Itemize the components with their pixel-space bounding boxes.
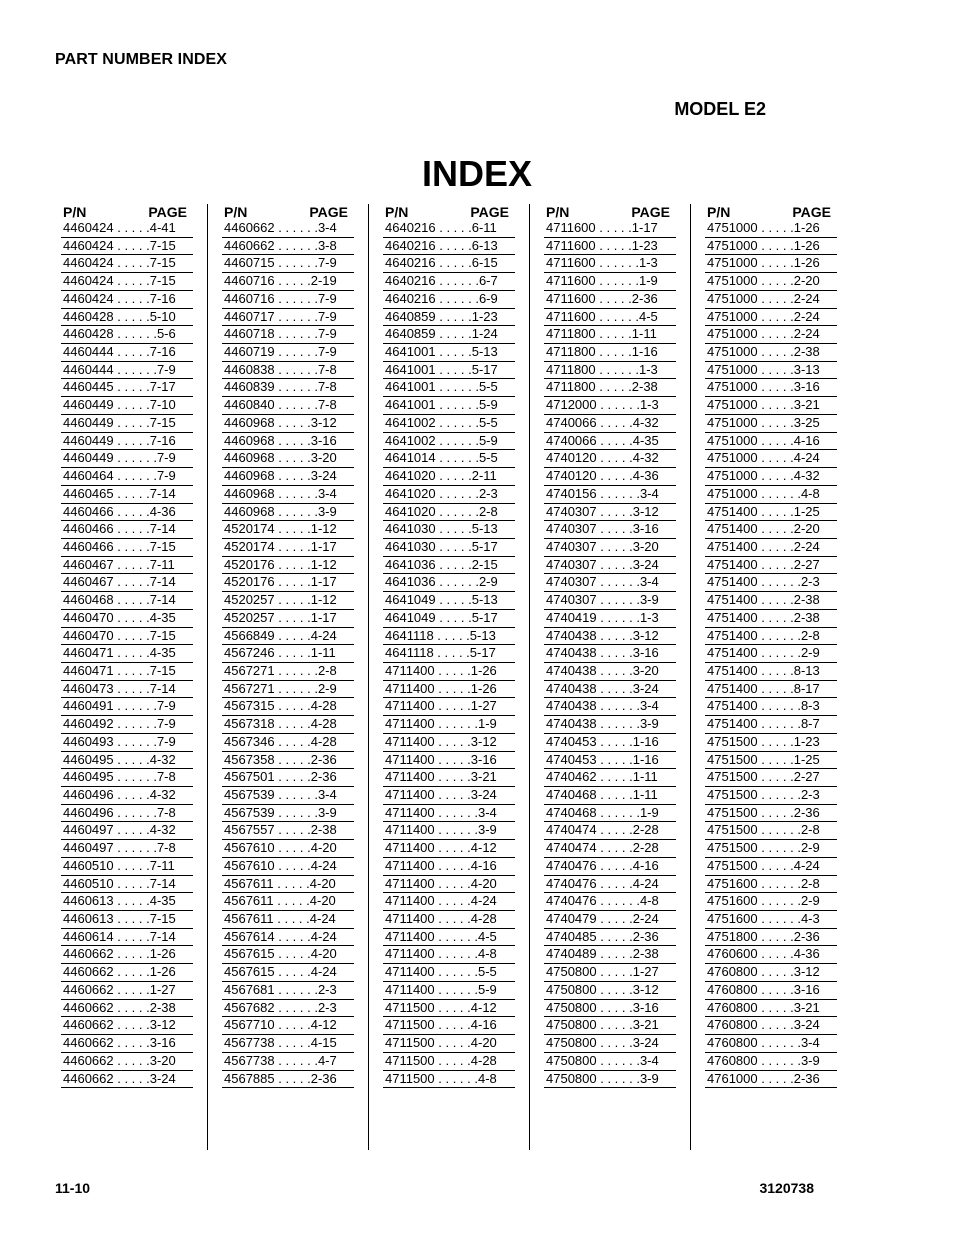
index-entry: 4460968 . . . . .3-12 (222, 415, 354, 433)
index-entry: 4460467 . . . . .7-11 (61, 557, 193, 575)
index-entry: 4740438 . . . . .3-20 (544, 663, 676, 681)
index-entry: 4712000 . . . . . .1-3 (544, 397, 676, 415)
section-title: PART NUMBER INDEX (55, 51, 228, 68)
index-entry: 4640216 . . . . . .6-7 (383, 273, 515, 291)
index-entry: 4711400 . . . . . .4-8 (383, 946, 515, 964)
index-entry: 4751000 . . . . .4-32 (705, 468, 837, 486)
index-entry: 4460424 . . . . .7-16 (61, 291, 193, 309)
index-entry: 4460840 . . . . . .7-8 (222, 397, 354, 415)
index-column-1 (61, 204, 193, 1088)
index-entry: 4567682 . . . . . .2-3 (222, 1000, 354, 1018)
index-entry: 4460968 . . . . . .3-9 (222, 504, 354, 522)
index-title: INDEX (421, 153, 533, 194)
index-entry: 4750800 . . . . . .3-9 (544, 1071, 676, 1089)
index-entry: 4460662 . . . . .1-26 (61, 964, 193, 982)
index-entry: 4460467 . . . . .7-14 (61, 574, 193, 592)
index-entry: 4740307 . . . . .3-12 (544, 504, 676, 522)
index-entry: 4740474 . . . . .2-28 (544, 840, 676, 858)
index-entry: 4751600 . . . . . .2-9 (705, 893, 837, 911)
index-entry: 4740438 . . . . . .3-9 (544, 716, 676, 734)
index-entry: 4641002 . . . . . .5-9 (383, 433, 515, 451)
index-entry: 4460470 . . . . .7-15 (61, 628, 193, 646)
index-entry: 4711400 . . . . .4-28 (383, 911, 515, 929)
page-header: PAGE (792, 204, 831, 220)
index-entry: 4460716 . . . . . .7-9 (222, 291, 354, 309)
index-entry: 4460510 . . . . .7-11 (61, 858, 193, 876)
index-entry: 4567615 . . . . .4-24 (222, 964, 354, 982)
index-entry: 4740307 . . . . . .3-9 (544, 592, 676, 610)
index-entry: 4640216 . . . . . .6-9 (383, 291, 515, 309)
index-entry: 4567557 . . . . .2-38 (222, 822, 354, 840)
index-entry: 4751500 . . . . .1-25 (705, 752, 837, 770)
index-column-3 (383, 204, 515, 1088)
index-entry: 4740438 . . . . . .3-4 (544, 698, 676, 716)
index-entry: 4567710 . . . . .4-12 (222, 1017, 354, 1035)
index-entry: 4460449 . . . . . .7-9 (61, 450, 193, 468)
pn-header: P/N (224, 204, 248, 220)
index-entry: 4751000 . . . . .3-13 (705, 362, 837, 380)
index-entry: 4751500 . . . . .1-23 (705, 734, 837, 752)
index-entry: 4751000 . . . . .1-26 (705, 238, 837, 256)
index-entry: 4460495 . . . . . .7-8 (61, 769, 193, 787)
index-entry: 4460424 . . . . .7-15 (61, 273, 193, 291)
index-entry: 4740307 . . . . .3-24 (544, 557, 676, 575)
index-entry: 4460466 . . . . .7-15 (61, 539, 193, 557)
index-entry: 4640216 . . . . .6-11 (383, 220, 515, 238)
index-entry: 4641036 . . . . .2-15 (383, 557, 515, 575)
index-entry: 4460968 . . . . .3-20 (222, 450, 354, 468)
index-entry: 4740489 . . . . .2-38 (544, 946, 676, 964)
index-entry: 4460497 . . . . . .7-8 (61, 840, 193, 858)
pn-header: P/N (707, 204, 731, 220)
index-entry: 4750800 . . . . . .3-4 (544, 1053, 676, 1071)
index-entry: 4751800 . . . . .2-36 (705, 929, 837, 947)
index-entry: 4641030 . . . . .5-13 (383, 521, 515, 539)
index-entry: 4460449 . . . . .7-10 (61, 397, 193, 415)
index-entry: 4460495 . . . . .4-32 (61, 752, 193, 770)
column-separator (368, 204, 369, 1150)
index-entry: 4460492 . . . . . .7-9 (61, 716, 193, 734)
column-header (544, 204, 676, 220)
index-entry: 4740156 . . . . . .3-4 (544, 486, 676, 504)
index-entry: 4740462 . . . . .1-11 (544, 769, 676, 787)
index-entry: 4640859 . . . . .1-24 (383, 326, 515, 344)
index-entry: 4641049 . . . . .5-17 (383, 610, 515, 628)
index-entry: 4751400 . . . . . .8-7 (705, 716, 837, 734)
index-entry: 4711600 . . . . . .1-9 (544, 273, 676, 291)
index-entry: 4751000 . . . . . .4-8 (705, 486, 837, 504)
index-entry: 4750800 . . . . .3-24 (544, 1035, 676, 1053)
index-entry: 4460662 . . . . .1-27 (61, 982, 193, 1000)
index-entry: 4751000 . . . . .4-24 (705, 450, 837, 468)
index-entry: 4460465 . . . . .7-14 (61, 486, 193, 504)
index-entry: 4460473 . . . . .7-14 (61, 681, 193, 699)
index-entry: 4751000 . . . . .1-26 (705, 255, 837, 273)
index-entry: 4751400 . . . . . .2-8 (705, 628, 837, 646)
index-entry: 4711400 . . . . .3-21 (383, 769, 515, 787)
index-entry: 4740066 . . . . .4-35 (544, 433, 676, 451)
index-entry: 4751500 . . . . .4-24 (705, 858, 837, 876)
index-entry: 4711400 . . . . .4-16 (383, 858, 515, 876)
index-entry: 4520257 . . . . .1-17 (222, 610, 354, 628)
index-entry: 4740468 . . . . . .1-9 (544, 805, 676, 823)
column-header (705, 204, 837, 220)
index-entry: 4460444 . . . . . .7-9 (61, 362, 193, 380)
index-entry: 4740453 . . . . .1-16 (544, 752, 676, 770)
index-entry: 4460662 . . . . .3-12 (61, 1017, 193, 1035)
index-entry: 4641030 . . . . .5-17 (383, 539, 515, 557)
index-entry: 4460968 . . . . . .3-4 (222, 486, 354, 504)
index-entry: 4460718 . . . . . .7-9 (222, 326, 354, 344)
index-entry: 4460493 . . . . . .7-9 (61, 734, 193, 752)
index-entry: 4567614 . . . . .4-24 (222, 929, 354, 947)
index-entry: 4711400 . . . . .3-16 (383, 752, 515, 770)
index-entry: 4460466 . . . . .4-36 (61, 504, 193, 522)
index-entry: 4460428 . . . . . .5-6 (61, 326, 193, 344)
index-entry: 4520174 . . . . .1-12 (222, 521, 354, 539)
index-entry: 4567738 . . . . .4-15 (222, 1035, 354, 1053)
index-entry: 4740476 . . . . .4-16 (544, 858, 676, 876)
index-entry: 4640216 . . . . .6-15 (383, 255, 515, 273)
index-column-5 (705, 204, 837, 1088)
index-entry: 4740419 . . . . . .1-3 (544, 610, 676, 628)
pn-header: P/N (63, 204, 87, 220)
index-entry: 4567611 . . . . .4-24 (222, 911, 354, 929)
column-header (61, 204, 193, 220)
index-entry: 4460719 . . . . . .7-9 (222, 344, 354, 362)
index-entry: 4520176 . . . . .1-17 (222, 574, 354, 592)
index-entry: 4751500 . . . . .2-27 (705, 769, 837, 787)
index-entry: 4751000 . . . . .1-26 (705, 220, 837, 238)
index-entry: 4711400 . . . . . .5-9 (383, 982, 515, 1000)
index-entry: 4751000 . . . . .3-25 (705, 415, 837, 433)
index-entry: 4641020 . . . . . .2-8 (383, 504, 515, 522)
index-entry: 4711500 . . . . .4-16 (383, 1017, 515, 1035)
index-entry: 4460424 . . . . .7-15 (61, 255, 193, 273)
index-entry: 4740474 . . . . .2-28 (544, 822, 676, 840)
index-entry: 4460424 . . . . .7-15 (61, 238, 193, 256)
index-entry: 4460662 . . . . .2-38 (61, 1000, 193, 1018)
index-entry: 4740307 . . . . . .3-4 (544, 574, 676, 592)
column-header (222, 204, 354, 220)
index-entry: 4751400 . . . . .8-13 (705, 663, 837, 681)
index-entry: 4740438 . . . . .3-12 (544, 628, 676, 646)
index-entry: 4460424 . . . . .4-41 (61, 220, 193, 238)
index-entry: 4711500 . . . . . .4-8 (383, 1071, 515, 1089)
index-entry: 4641002 . . . . . .5-5 (383, 415, 515, 433)
index-entry: 4740438 . . . . .3-24 (544, 681, 676, 699)
index-entry: 4460428 . . . . .5-10 (61, 309, 193, 327)
index-entry: 4460510 . . . . .7-14 (61, 876, 193, 894)
column-separator (529, 204, 530, 1150)
index-entry: 4567318 . . . . .4-28 (222, 716, 354, 734)
index-entry: 4751400 . . . . .2-24 (705, 539, 837, 557)
index-entry: 4460613 . . . . .4-35 (61, 893, 193, 911)
index-entry: 4711800 . . . . .1-16 (544, 344, 676, 362)
index-entry: 4641036 . . . . . .2-9 (383, 574, 515, 592)
index-entry: 4641118 . . . . .5-13 (383, 628, 515, 646)
index-entry: 4751400 . . . . .2-20 (705, 521, 837, 539)
index-entry: 4751000 . . . . .2-24 (705, 291, 837, 309)
index-entry: 4751400 . . . . .2-38 (705, 592, 837, 610)
index-entry: 4751000 . . . . .4-16 (705, 433, 837, 451)
index-entry: 4740438 . . . . .3-16 (544, 645, 676, 663)
index-entry: 4740479 . . . . .2-24 (544, 911, 676, 929)
pn-header: P/N (546, 204, 570, 220)
index-entry: 4751400 . . . . . .2-3 (705, 574, 837, 592)
index-entry: 4740485 . . . . .2-36 (544, 929, 676, 947)
index-entry: 4460662 . . . . .3-20 (61, 1053, 193, 1071)
index-entry: 4751000 . . . . .2-38 (705, 344, 837, 362)
page-header: PAGE (309, 204, 348, 220)
index-entry: 4641001 . . . . .5-13 (383, 344, 515, 362)
index-entry: 4460838 . . . . . .7-8 (222, 362, 354, 380)
index-entry: 4751000 . . . . .2-20 (705, 273, 837, 291)
index-entry: 4711400 . . . . .3-12 (383, 734, 515, 752)
index-entry: 4751000 . . . . .3-21 (705, 397, 837, 415)
index-entry: 4567358 . . . . .2-36 (222, 752, 354, 770)
index-entry: 4641020 . . . . .2-11 (383, 468, 515, 486)
index-entry: 4567610 . . . . .4-24 (222, 858, 354, 876)
index-entry: 4750800 . . . . .3-16 (544, 1000, 676, 1018)
index-entry: 4711400 . . . . .4-12 (383, 840, 515, 858)
index-entry: 4711400 . . . . . .5-5 (383, 964, 515, 982)
index-entry: 4751000 . . . . .3-16 (705, 379, 837, 397)
index-entry: 4751400 . . . . . .8-3 (705, 698, 837, 716)
index-entry: 4567501 . . . . .2-36 (222, 769, 354, 787)
index-entry: 4460491 . . . . . .7-9 (61, 698, 193, 716)
index-entry: 4460464 . . . . . .7-9 (61, 468, 193, 486)
index-entry: 4740468 . . . . .1-11 (544, 787, 676, 805)
index-entry: 4460662 . . . . . .3-8 (222, 238, 354, 256)
index-entry: 4711400 . . . . .1-26 (383, 681, 515, 699)
index-column-4 (544, 204, 676, 1088)
index-entry: 4751500 . . . . .2-36 (705, 805, 837, 823)
index-entry: 4711600 . . . . .1-17 (544, 220, 676, 238)
index-entry: 4761000 . . . . .2-36 (705, 1071, 837, 1089)
index-entry: 4460662 . . . . .1-26 (61, 946, 193, 964)
index-entry: 4751500 . . . . . .2-3 (705, 787, 837, 805)
index-entry: 4740476 . . . . .4-24 (544, 876, 676, 894)
index-entry: 4750800 . . . . .3-21 (544, 1017, 676, 1035)
index-entry: 4460715 . . . . . .7-9 (222, 255, 354, 273)
column-separator (690, 204, 691, 1150)
index-entry: 4760800 . . . . . .3-9 (705, 1053, 837, 1071)
index-entry: 4751400 . . . . . .2-9 (705, 645, 837, 663)
index-entry: 4751400 . . . . .8-17 (705, 681, 837, 699)
index-entry: 4760800 . . . . . .3-4 (705, 1035, 837, 1053)
column-separator (207, 204, 208, 1150)
index-entry: 4740120 . . . . .4-36 (544, 468, 676, 486)
index-entry: 4460717 . . . . . .7-9 (222, 309, 354, 327)
index-entry: 4740120 . . . . .4-32 (544, 450, 676, 468)
page-header: PAGE (148, 204, 187, 220)
page-number: 11-10 (55, 1180, 91, 1196)
model-label: MODEL E2 (674, 99, 766, 119)
index-entry: 4711400 . . . . .4-24 (383, 893, 515, 911)
index-entry: 4711600 . . . . . .4-5 (544, 309, 676, 327)
index-entry: 4750800 . . . . .3-12 (544, 982, 676, 1000)
index-entry: 4760800 . . . . .3-16 (705, 982, 837, 1000)
index-entry: 4640859 . . . . .1-23 (383, 309, 515, 327)
index-entry: 4460613 . . . . .7-15 (61, 911, 193, 929)
index-entry: 4567681 . . . . . .2-3 (222, 982, 354, 1000)
index-entry: 4711400 . . . . . .3-4 (383, 805, 515, 823)
index-entry: 4760800 . . . . .3-12 (705, 964, 837, 982)
index-entry: 4567885 . . . . .2-36 (222, 1071, 354, 1089)
index-entry: 4460466 . . . . .7-14 (61, 521, 193, 539)
index-entry: 4740066 . . . . .4-32 (544, 415, 676, 433)
index-entry: 4460839 . . . . . .7-8 (222, 379, 354, 397)
index-entry: 4567611 . . . . .4-20 (222, 876, 354, 894)
index-entry: 4751000 . . . . .2-24 (705, 309, 837, 327)
index-entry: 4641118 . . . . .5-17 (383, 645, 515, 663)
index-entry: 4711800 . . . . .1-11 (544, 326, 676, 344)
index-entry: 4460968 . . . . .3-24 (222, 468, 354, 486)
index-entry: 4641049 . . . . .5-13 (383, 592, 515, 610)
index-entry: 4460496 . . . . . .7-8 (61, 805, 193, 823)
index-entry: 4711600 . . . . .2-36 (544, 291, 676, 309)
index-entry: 4751600 . . . . . .2-8 (705, 876, 837, 894)
index-entry: 4641014 . . . . . .5-5 (383, 450, 515, 468)
index-entry: 4641001 . . . . . .5-9 (383, 397, 515, 415)
index-entry: 4711600 . . . . .1-23 (544, 238, 676, 256)
index-entry: 4740476 . . . . . .4-8 (544, 893, 676, 911)
index-entry: 4740307 . . . . .3-20 (544, 539, 676, 557)
index-entry: 4460662 . . . . .3-24 (61, 1071, 193, 1089)
index-entry: 4566849 . . . . .4-24 (222, 628, 354, 646)
index-entry: 4460614 . . . . .7-14 (61, 929, 193, 947)
index-entry: 4460968 . . . . .3-16 (222, 433, 354, 451)
index-entry: 4751400 . . . . .2-27 (705, 557, 837, 575)
page-header: PAGE (631, 204, 670, 220)
index-entry: 4711400 . . . . . .3-9 (383, 822, 515, 840)
index-entry: 4520174 . . . . .1-17 (222, 539, 354, 557)
index-entry: 4760800 . . . . .3-24 (705, 1017, 837, 1035)
index-entry: 4740307 . . . . .3-16 (544, 521, 676, 539)
document-number: 3120738 (759, 1180, 814, 1196)
index-entry: 4567271 . . . . . .2-8 (222, 663, 354, 681)
index-entry: 4460497 . . . . .4-32 (61, 822, 193, 840)
index-entry: 4520257 . . . . .1-12 (222, 592, 354, 610)
column-header (383, 204, 515, 220)
index-entry: 4567611 . . . . .4-20 (222, 893, 354, 911)
index-entry: 4641001 . . . . .5-17 (383, 362, 515, 380)
index-entry: 4711600 . . . . . .1-3 (544, 255, 676, 273)
index-entry: 4460662 . . . . .3-16 (61, 1035, 193, 1053)
index-entry: 4460449 . . . . .7-15 (61, 415, 193, 433)
index-entry: 4567615 . . . . .4-20 (222, 946, 354, 964)
index-entry: 4567539 . . . . . .3-9 (222, 805, 354, 823)
index-entry: 4760800 . . . . .3-21 (705, 1000, 837, 1018)
index-entry: 4567346 . . . . .4-28 (222, 734, 354, 752)
index-entry: 4750800 . . . . .1-27 (544, 964, 676, 982)
index-entry: 4711400 . . . . . .1-9 (383, 716, 515, 734)
index-entry: 4460468 . . . . .7-14 (61, 592, 193, 610)
index-entry: 4740453 . . . . .1-16 (544, 734, 676, 752)
index-entry: 4460470 . . . . .4-35 (61, 610, 193, 628)
index-entry: 4711400 . . . . .1-26 (383, 663, 515, 681)
index-entry: 4641020 . . . . . .2-3 (383, 486, 515, 504)
index-entry: 4567315 . . . . .4-28 (222, 698, 354, 716)
index-entry: 4711400 . . . . .1-27 (383, 698, 515, 716)
index-entry: 4711400 . . . . . .4-5 (383, 929, 515, 947)
index-column-2 (222, 204, 354, 1088)
index-entry: 4751400 . . . . .2-38 (705, 610, 837, 628)
index-entry: 4711500 . . . . .4-12 (383, 1000, 515, 1018)
index-entry: 4640216 . . . . .6-13 (383, 238, 515, 256)
index-entry: 4751600 . . . . . .4-3 (705, 911, 837, 929)
index-entry: 4711800 . . . . .2-38 (544, 379, 676, 397)
index-entry: 4460716 . . . . .2-19 (222, 273, 354, 291)
index-entry: 4751500 . . . . . .2-9 (705, 840, 837, 858)
index-entry: 4460471 . . . . .7-15 (61, 663, 193, 681)
pn-header: P/N (385, 204, 409, 220)
index-entry: 4567271 . . . . . .2-9 (222, 681, 354, 699)
index-entry: 4751500 . . . . . .2-8 (705, 822, 837, 840)
index-entry: 4751400 . . . . .1-25 (705, 504, 837, 522)
index-entry: 4460496 . . . . .4-32 (61, 787, 193, 805)
index-entry: 4567738 . . . . . .4-7 (222, 1053, 354, 1071)
index-entry: 4751000 . . . . .2-24 (705, 326, 837, 344)
index-entry: 4711500 . . . . .4-28 (383, 1053, 515, 1071)
index-entry: 4711400 . . . . .3-24 (383, 787, 515, 805)
index-entry: 4567610 . . . . .4-20 (222, 840, 354, 858)
index-entry: 4760600 . . . . .4-36 (705, 946, 837, 964)
index-entry: 4460444 . . . . .7-16 (61, 344, 193, 362)
page-header: PAGE (470, 204, 509, 220)
index-entry: 4567246 . . . . .1-11 (222, 645, 354, 663)
index-entry: 4641001 . . . . . .5-5 (383, 379, 515, 397)
index-entry: 4460445 . . . . .7-17 (61, 379, 193, 397)
index-entry: 4520176 . . . . .1-12 (222, 557, 354, 575)
index-entry: 4460449 . . . . .7-16 (61, 433, 193, 451)
index-entry: 4460662 . . . . . .3-4 (222, 220, 354, 238)
index-entry: 4460471 . . . . .4-35 (61, 645, 193, 663)
index-entry: 4711500 . . . . .4-20 (383, 1035, 515, 1053)
index-entry: 4567539 . . . . . .3-4 (222, 787, 354, 805)
index-entry: 4711800 . . . . . .1-3 (544, 362, 676, 380)
index-entry: 4711400 . . . . .4-20 (383, 876, 515, 894)
